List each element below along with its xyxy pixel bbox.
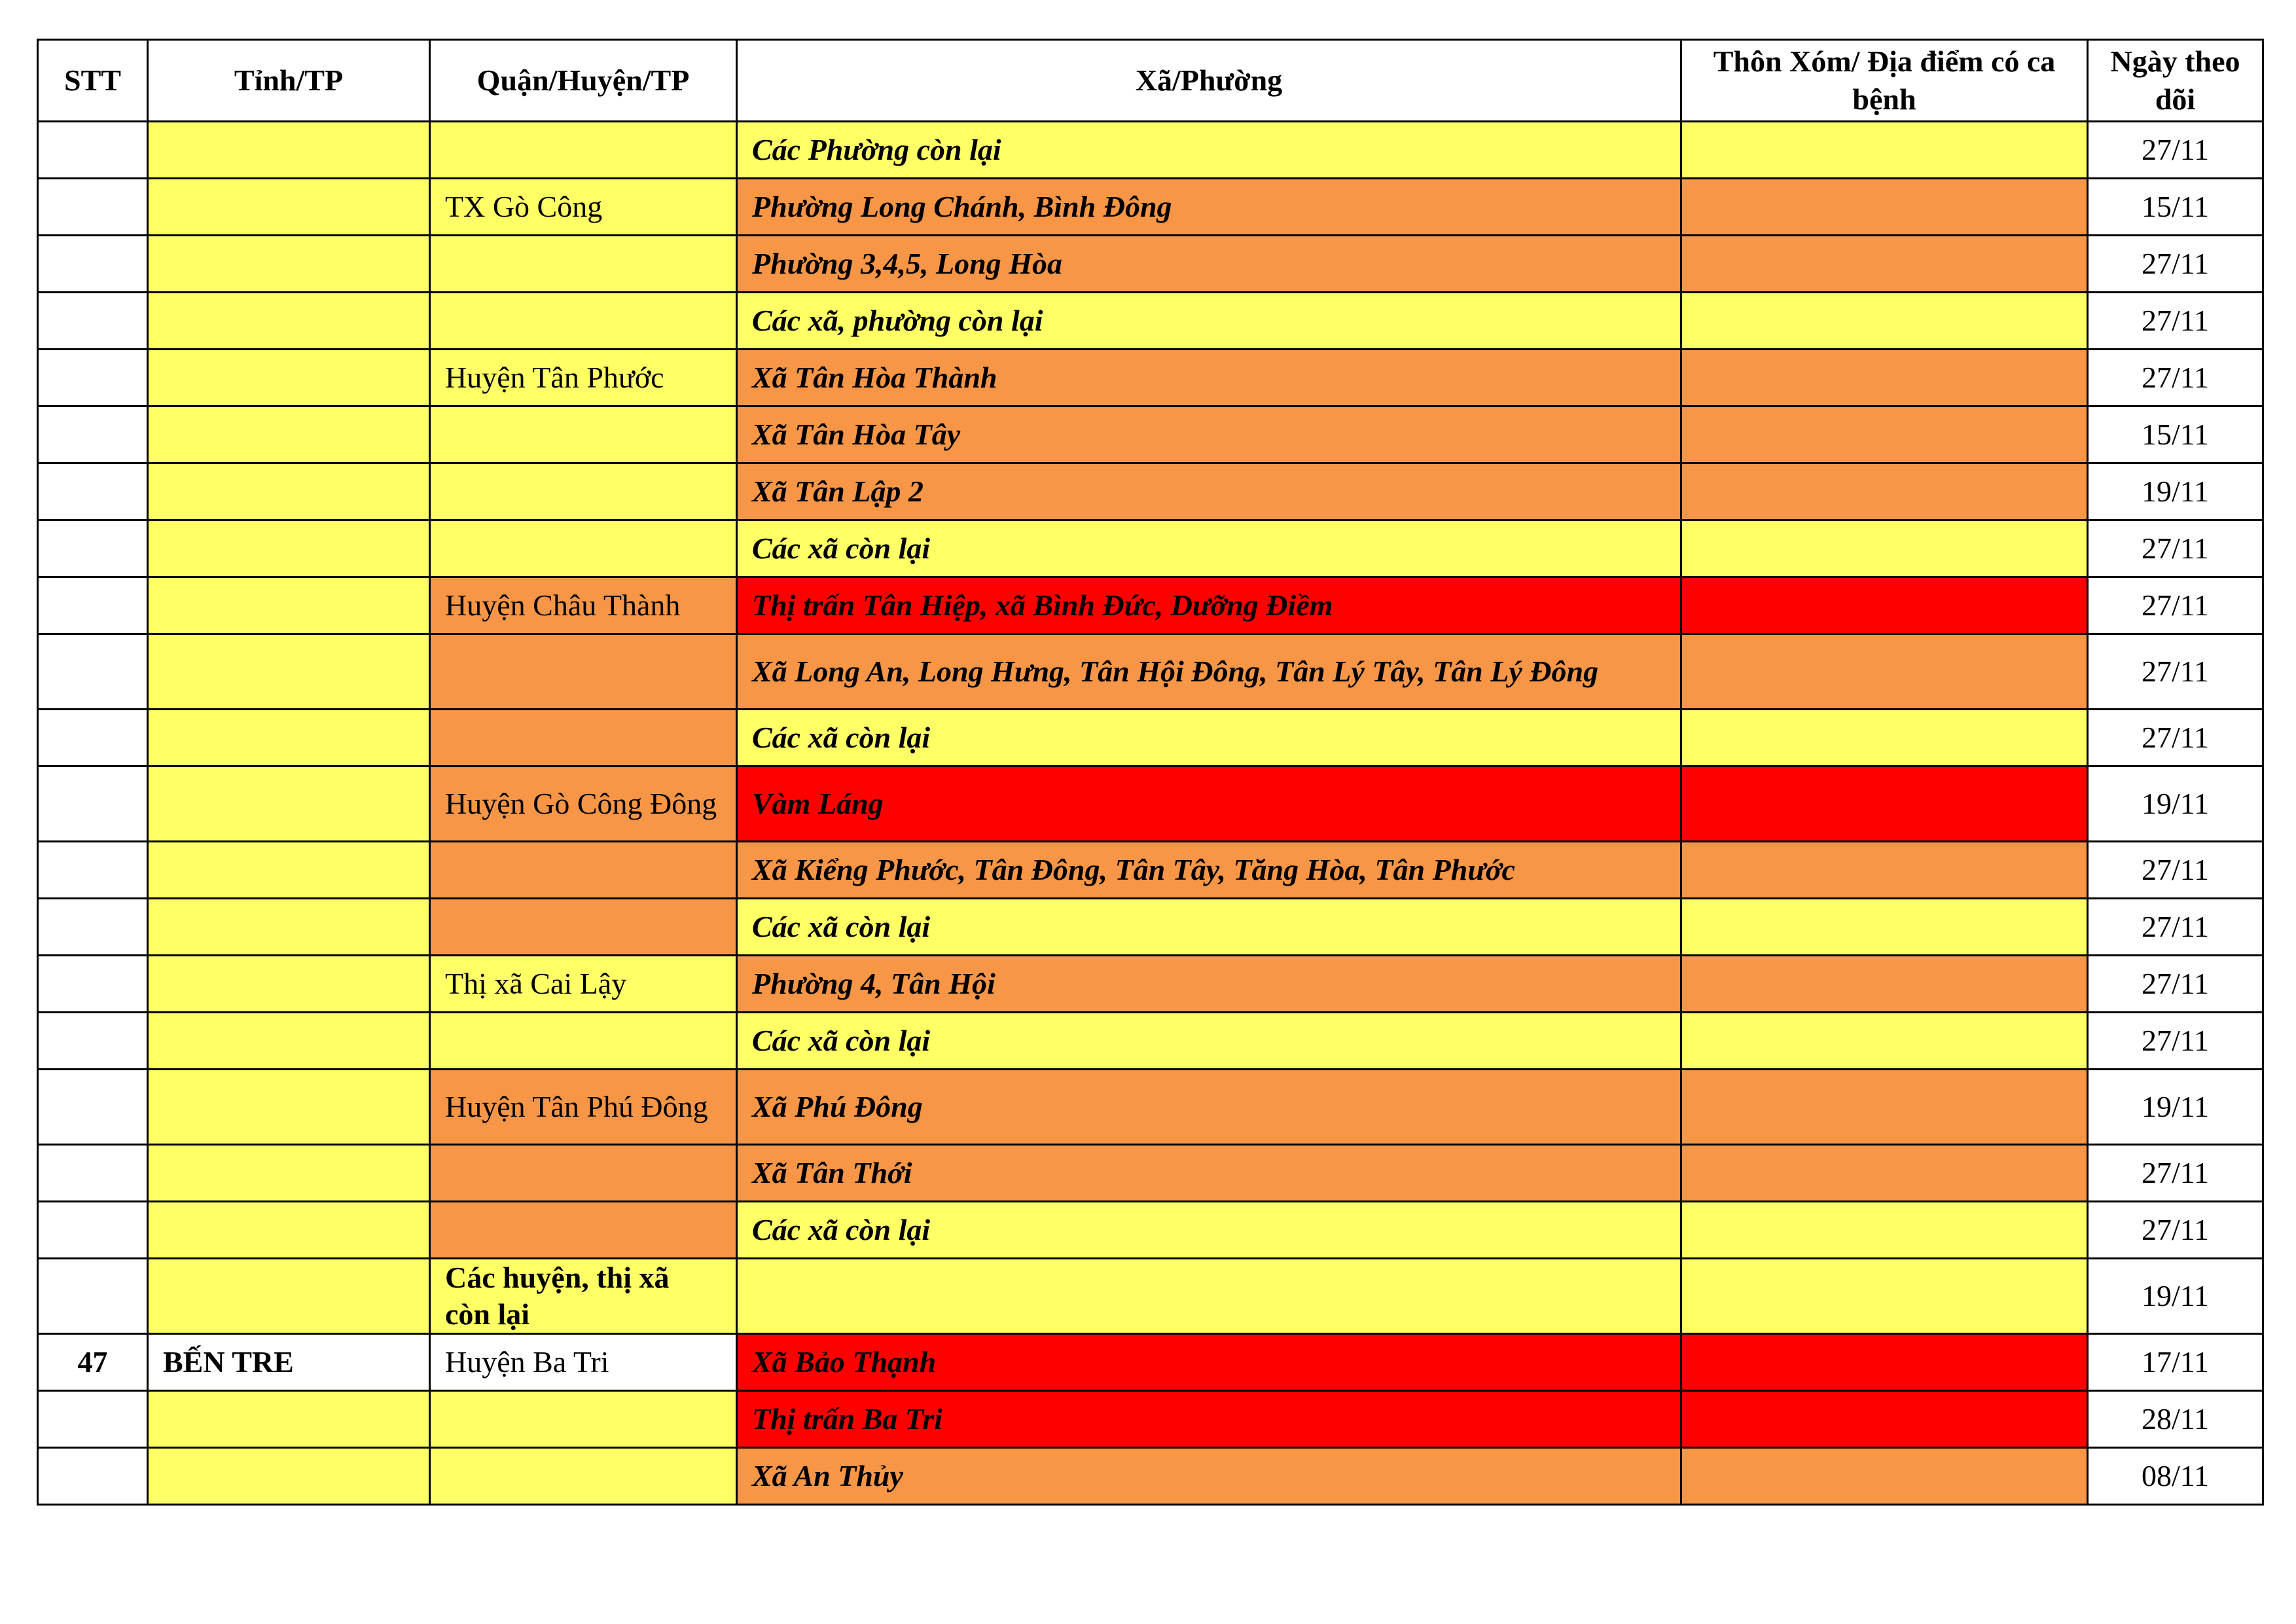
cell-district: [430, 1391, 737, 1448]
cell-district: [430, 634, 737, 710]
cell-district: Thị xã Cai Lậy: [430, 956, 737, 1013]
cell-village: [1681, 406, 2088, 463]
cell-commune: Các xã còn lại: [737, 899, 1681, 956]
header-district: Quận/Huyện/TP: [430, 40, 737, 122]
cell-province: [148, 1391, 430, 1448]
cell-stt: [38, 842, 148, 899]
cell-date: 15/11: [2088, 179, 2263, 236]
table-row: [38, 1259, 2263, 1334]
cell-commune: Phường 4, Tân Hội: [737, 956, 1681, 1013]
cell-province: [148, 1259, 430, 1334]
cell-province: [148, 842, 430, 899]
table-row: [38, 1202, 2263, 1259]
cell-commune: Xã Tân Thới: [737, 1145, 1681, 1202]
cell-stt: [38, 956, 148, 1013]
cell-village: [1681, 1334, 2088, 1391]
cell-village: [1681, 899, 2088, 956]
cell-province: [148, 350, 430, 406]
table-row: [38, 520, 2263, 577]
cell-district: Các huyện, thị xã còn lại: [430, 1259, 737, 1334]
cell-stt: [38, 1391, 148, 1448]
cell-stt: [38, 710, 148, 767]
cell-village: [1681, 1145, 2088, 1202]
table-row: [38, 1070, 2263, 1145]
cell-date: 27/11: [2088, 1202, 2263, 1259]
cell-stt: [38, 520, 148, 577]
cell-stt: [38, 350, 148, 406]
cell-district: [430, 899, 737, 956]
cell-village: [1681, 634, 2088, 710]
cell-province: [148, 293, 430, 350]
cell-commune: Xã Tân Lập 2: [737, 463, 1681, 520]
cell-village: [1681, 577, 2088, 634]
cell-date: 27/11: [2088, 577, 2263, 634]
cell-date: 27/11: [2088, 1013, 2263, 1070]
cell-province: [148, 1202, 430, 1259]
cell-stt: [38, 293, 148, 350]
cell-commune: Xã Phú Đông: [737, 1070, 1681, 1145]
cell-district: [430, 293, 737, 350]
table-row: [38, 293, 2263, 350]
table-row: [38, 956, 2263, 1013]
cell-date: 27/11: [2088, 634, 2263, 710]
cell-district: [430, 1013, 737, 1070]
table-row: [38, 1013, 2263, 1070]
cell-district: [430, 1202, 737, 1259]
table-row: [38, 710, 2263, 767]
cell-village: [1681, 1070, 2088, 1145]
cell-village: [1681, 520, 2088, 577]
cell-village: [1681, 236, 2088, 293]
cell-province: [148, 1448, 430, 1505]
cell-date: 19/11: [2088, 1259, 2263, 1334]
cell-village: [1681, 710, 2088, 767]
cell-commune: Các xã còn lại: [737, 710, 1681, 767]
cell-district: Huyện Châu Thành: [430, 577, 737, 634]
cell-district: [430, 406, 737, 463]
cell-province: [148, 577, 430, 634]
cell-stt: [38, 1448, 148, 1505]
table-row: [38, 634, 2263, 710]
cell-stt: [38, 406, 148, 463]
cell-district: Huyện Tân Phước: [430, 350, 737, 406]
header-stt: STT: [38, 40, 148, 122]
cell-date: 27/11: [2088, 1145, 2263, 1202]
cell-commune: Phường 3,4,5, Long Hòa: [737, 236, 1681, 293]
cell-commune: Xã Tân Hòa Tây: [737, 406, 1681, 463]
cell-date: 27/11: [2088, 710, 2263, 767]
cell-stt: [38, 179, 148, 236]
table-row: [38, 1145, 2263, 1202]
cell-village: [1681, 1391, 2088, 1448]
cell-commune: Xã Bảo Thạnh: [737, 1334, 1681, 1391]
cell-stt: [38, 1259, 148, 1334]
cell-village: [1681, 1013, 2088, 1070]
cell-date: 15/11: [2088, 406, 2263, 463]
cell-district: Huyện Tân Phú Đông: [430, 1070, 737, 1145]
cell-province: [148, 520, 430, 577]
cell-village: [1681, 842, 2088, 899]
cell-district: [430, 463, 737, 520]
table-row: [38, 122, 2263, 179]
cell-village: [1681, 1448, 2088, 1505]
cell-date: 28/11: [2088, 1391, 2263, 1448]
cell-date: 27/11: [2088, 956, 2263, 1013]
cell-date: 08/11: [2088, 1448, 2263, 1505]
cell-village: [1681, 1202, 2088, 1259]
cell-stt: [38, 634, 148, 710]
cell-stt: [38, 899, 148, 956]
cell-province: [148, 767, 430, 842]
cell-village: [1681, 179, 2088, 236]
cell-date: 19/11: [2088, 463, 2263, 520]
cell-province: [148, 710, 430, 767]
cell-village: [1681, 293, 2088, 350]
cell-commune: Các xã, phường còn lại: [737, 293, 1681, 350]
cell-province: [148, 236, 430, 293]
cell-village: [1681, 122, 2088, 179]
cell-date: 27/11: [2088, 122, 2263, 179]
cell-stt: 47: [38, 1334, 148, 1391]
cell-province: [148, 179, 430, 236]
cell-stt: [38, 122, 148, 179]
cell-village: [1681, 463, 2088, 520]
table-row: [38, 463, 2263, 520]
table-row: [38, 179, 2263, 236]
cell-province: [148, 122, 430, 179]
cell-stt: [38, 1202, 148, 1259]
cell-date: 27/11: [2088, 842, 2263, 899]
cell-stt: [38, 1013, 148, 1070]
header-date: Ngày theo dõi: [2088, 40, 2263, 122]
cell-date: 19/11: [2088, 767, 2263, 842]
cell-date: 27/11: [2088, 293, 2263, 350]
cell-commune: Các xã còn lại: [737, 520, 1681, 577]
cell-commune: Xã Tân Hòa Thành: [737, 350, 1681, 406]
cell-province: [148, 634, 430, 710]
cell-province: [148, 899, 430, 956]
cell-commune: Các Phường còn lại: [737, 122, 1681, 179]
cell-district: [430, 520, 737, 577]
cell-stt: [38, 1070, 148, 1145]
table-row: [38, 1448, 2263, 1505]
cell-commune: [737, 1259, 1681, 1334]
cell-province: [148, 1013, 430, 1070]
cell-village: [1681, 956, 2088, 1013]
cell-stt: [38, 463, 148, 520]
cell-province: [148, 463, 430, 520]
cell-district: Huyện Ba Tri: [430, 1334, 737, 1391]
cell-district: [430, 1145, 737, 1202]
cell-stt: [38, 1145, 148, 1202]
table-row: [38, 577, 2263, 634]
cell-date: 27/11: [2088, 236, 2263, 293]
cell-date: 17/11: [2088, 1334, 2263, 1391]
header-province: Tỉnh/TP: [148, 40, 430, 122]
table-row: [38, 842, 2263, 899]
table-row: [38, 406, 2263, 463]
table-row: [38, 236, 2263, 293]
cell-commune: Xã Long An, Long Hưng, Tân Hội Đông, Tân Lý Tây, Tân Lý Đông: [737, 634, 1681, 710]
covid-risk-table: [37, 39, 2264, 1506]
header-commune: Xã/Phường: [737, 40, 1681, 122]
table-row: [38, 767, 2263, 842]
cell-village: [1681, 767, 2088, 842]
table-row: [38, 1334, 2263, 1391]
cell-commune: Xã An Thủy: [737, 1448, 1681, 1505]
cell-commune: Các xã còn lại: [737, 1202, 1681, 1259]
cell-commune: Xã Kiểng Phước, Tân Đông, Tân Tây, Tăng Hòa, Tân Phước: [737, 842, 1681, 899]
cell-district: [430, 710, 737, 767]
cell-stt: [38, 236, 148, 293]
cell-village: [1681, 1259, 2088, 1334]
cell-district: TX Gò Công: [430, 179, 737, 236]
cell-province: [148, 956, 430, 1013]
cell-commune: Thị trấn Ba Tri: [737, 1391, 1681, 1448]
cell-district: [430, 842, 737, 899]
cell-province: [148, 1070, 430, 1145]
cell-district: [430, 122, 737, 179]
table-row: [38, 899, 2263, 956]
cell-province: [148, 406, 430, 463]
cell-province: BẾN TRE: [148, 1334, 430, 1391]
cell-stt: [38, 767, 148, 842]
cell-district: [430, 1448, 737, 1505]
table-row: [38, 350, 2263, 406]
cell-date: 19/11: [2088, 1070, 2263, 1145]
cell-stt: [38, 577, 148, 634]
cell-commune: Thị trấn Tân Hiệp, xã Bình Đức, Dưỡng Điềm: [737, 577, 1681, 634]
cell-date: 27/11: [2088, 899, 2263, 956]
cell-commune: Các xã còn lại: [737, 1013, 1681, 1070]
cell-province: [148, 1145, 430, 1202]
cell-date: 27/11: [2088, 520, 2263, 577]
cell-date: 27/11: [2088, 350, 2263, 406]
header-row: [38, 40, 2263, 122]
cell-commune: Vàm Láng: [737, 767, 1681, 842]
cell-commune: Phường Long Chánh, Bình Đông: [737, 179, 1681, 236]
cell-village: [1681, 350, 2088, 406]
cell-district: Huyện Gò Công Đông: [430, 767, 737, 842]
table-row: [38, 1391, 2263, 1448]
cell-district: [430, 236, 737, 293]
header-village: Thôn Xóm/ Địa điểm có ca bệnh: [1681, 40, 2088, 122]
